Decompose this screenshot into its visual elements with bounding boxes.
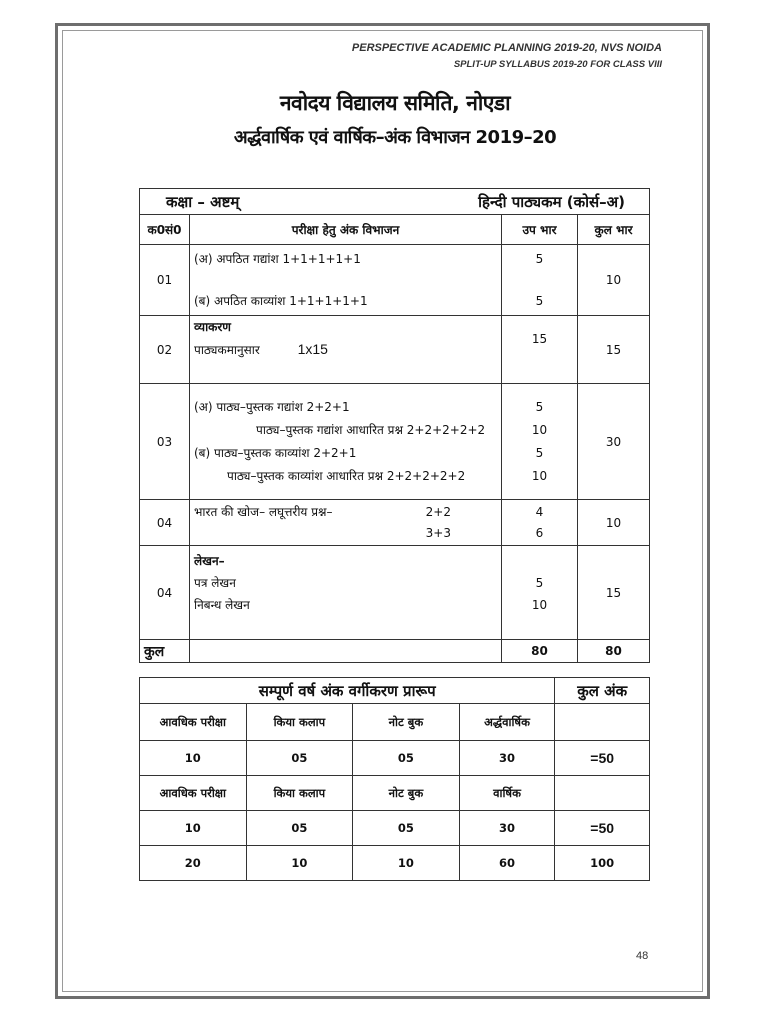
- table-cell: अर्द्धवार्षिक: [459, 704, 555, 741]
- sub-value: 5: [535, 294, 544, 308]
- table-row: [140, 704, 650, 741]
- row-desc: [190, 384, 502, 500]
- table-row: [140, 500, 650, 546]
- table-cell: 60: [459, 846, 555, 881]
- table-cell: 20: [140, 846, 247, 881]
- marks-distribution-table: [139, 188, 650, 663]
- footer-sub: 80: [502, 640, 578, 663]
- table-cell: 05: [353, 811, 459, 846]
- table-cell: [555, 776, 650, 811]
- table-cell: 10: [246, 846, 353, 881]
- table-cell: 05: [353, 741, 459, 776]
- table-cell: नोट बुक: [353, 704, 459, 741]
- table-cell: 100: [555, 846, 650, 881]
- row-marks: 2+2: [425, 504, 451, 519]
- table-cell: किया कलाप: [246, 704, 353, 741]
- class-label: कक्षा – अष्टम्: [166, 192, 240, 211]
- col-header-sno: क0सं0: [140, 215, 190, 245]
- row-total: 15: [578, 316, 650, 384]
- table-row: [140, 546, 650, 640]
- table-row: [140, 245, 650, 316]
- row-desc: [190, 500, 502, 546]
- row-line: भारत की खोज– लघूत्तरीय प्रश्न–: [194, 504, 333, 519]
- row-sno: 03: [140, 384, 190, 500]
- table-cell: =50: [555, 811, 650, 846]
- row-line: निबन्ध लेखन: [194, 598, 250, 612]
- table-cell: आवधिक परीक्षा: [140, 704, 247, 741]
- row-line: (ब) पाठ्य–पुस्तक काव्यांश 2+2+1: [194, 445, 357, 460]
- table-title-row: [140, 189, 650, 215]
- row-desc: [190, 546, 502, 640]
- row-line: पाठ्यकमानुसार: [194, 343, 260, 357]
- annual-marks-table: [139, 677, 650, 881]
- row-line: पत्र लेखन: [194, 576, 236, 590]
- row-line: (ब) अपठित काव्यांश 1+1+1+1+1: [194, 294, 368, 308]
- table-cell: 30: [459, 811, 555, 846]
- sub-value: 10: [531, 422, 548, 437]
- annual-table-title: सम्पूर्ण वर्ष अंक वर्गीकरण प्रारूप: [140, 678, 555, 704]
- table-cell: 05: [246, 741, 353, 776]
- table-row: [140, 776, 650, 811]
- header-line-1: PERSPECTIVE ACADEMIC PLANNING 2019-20, NVS NOIDA: [351, 42, 662, 54]
- table-row: [140, 846, 650, 881]
- table-cell: [555, 704, 650, 741]
- page-title: नवोदय विद्यालय समिति, नोएडा: [279, 91, 511, 115]
- row-sno: 01: [140, 245, 190, 316]
- table-cell: किया कलाप: [246, 776, 353, 811]
- footer-total: 80: [578, 640, 650, 663]
- row-total: 15: [578, 546, 650, 640]
- table-row: [140, 384, 650, 500]
- sub-value: 10: [531, 598, 548, 612]
- row-sno: 04: [140, 546, 190, 640]
- row-sub: [502, 245, 578, 316]
- row-sub: [502, 546, 578, 640]
- page-subtitle: अर्द्धवार्षिक एवं वार्षिक–अंक विभाजन 2019–20: [233, 127, 557, 148]
- row-desc: [190, 316, 502, 384]
- sub-value: 10: [531, 468, 548, 483]
- row-line: (अ) पाठ्य–पुस्तक गद्यांश 2+2+1: [194, 399, 350, 414]
- table-cell: 05: [246, 811, 353, 846]
- table-cell: 30: [459, 741, 555, 776]
- sub-value: 5: [535, 445, 544, 460]
- sub-value: 5: [535, 399, 544, 414]
- row-desc: [190, 245, 502, 316]
- row-total: 10: [578, 245, 650, 316]
- sub-value: 6: [535, 525, 544, 540]
- table-cell: =50: [555, 741, 650, 776]
- row-heading: व्याकरण: [194, 320, 231, 334]
- annual-table-total-head: कुल अंक: [555, 678, 650, 704]
- table-row: [140, 741, 650, 776]
- row-sub: [502, 384, 578, 500]
- table-cell: वार्षिक: [459, 776, 555, 811]
- page-number: 48: [636, 950, 649, 962]
- table-cell: 10: [140, 811, 247, 846]
- row-sno: 04: [140, 500, 190, 546]
- row-line: पाठ्य–पुस्तक गद्यांश आधारित प्रश्न 2+2+2+2+2: [256, 422, 486, 437]
- col-header-total: कुल भार: [578, 215, 650, 245]
- table-footer-row: [140, 640, 650, 663]
- col-header-desc: परीक्षा हेतु अंक विभाजन: [190, 215, 502, 245]
- row-total: 30: [578, 384, 650, 500]
- sub-value: 5: [535, 576, 544, 590]
- col-header-sub: उप भार: [502, 215, 578, 245]
- sub-value: 4: [535, 504, 544, 519]
- header-line-2: SPLIT-UP SYLLABUS 2019-20 FOR CLASS VIII: [453, 59, 662, 70]
- row-sno: 02: [140, 316, 190, 384]
- row-line: पाठ्य–पुस्तक काव्यांश आधारित प्रश्न 2+2+2+2+2: [227, 468, 466, 483]
- table-cell: 10: [140, 741, 247, 776]
- row-line: (अ) अपठित गद्यांश 1+1+1+1+1: [194, 252, 361, 266]
- row-total: 10: [578, 500, 650, 546]
- row-sub: 15: [502, 316, 578, 384]
- table-row: [140, 811, 650, 846]
- table-row: [140, 316, 650, 384]
- course-label: हिन्दी पाठ्यकम (कोर्स–अ): [478, 192, 625, 211]
- footer-label: कुल: [140, 640, 190, 663]
- row-sub: [502, 500, 578, 546]
- row-marks: 1x15: [297, 341, 328, 357]
- table-cell: नोट बुक: [353, 776, 459, 811]
- row-heading: लेखन–: [194, 554, 225, 568]
- row-marks: 3+3: [425, 525, 451, 540]
- sub-value: 5: [535, 252, 544, 266]
- table-cell: 10: [353, 846, 459, 881]
- table-cell: आवधिक परीक्षा: [140, 776, 247, 811]
